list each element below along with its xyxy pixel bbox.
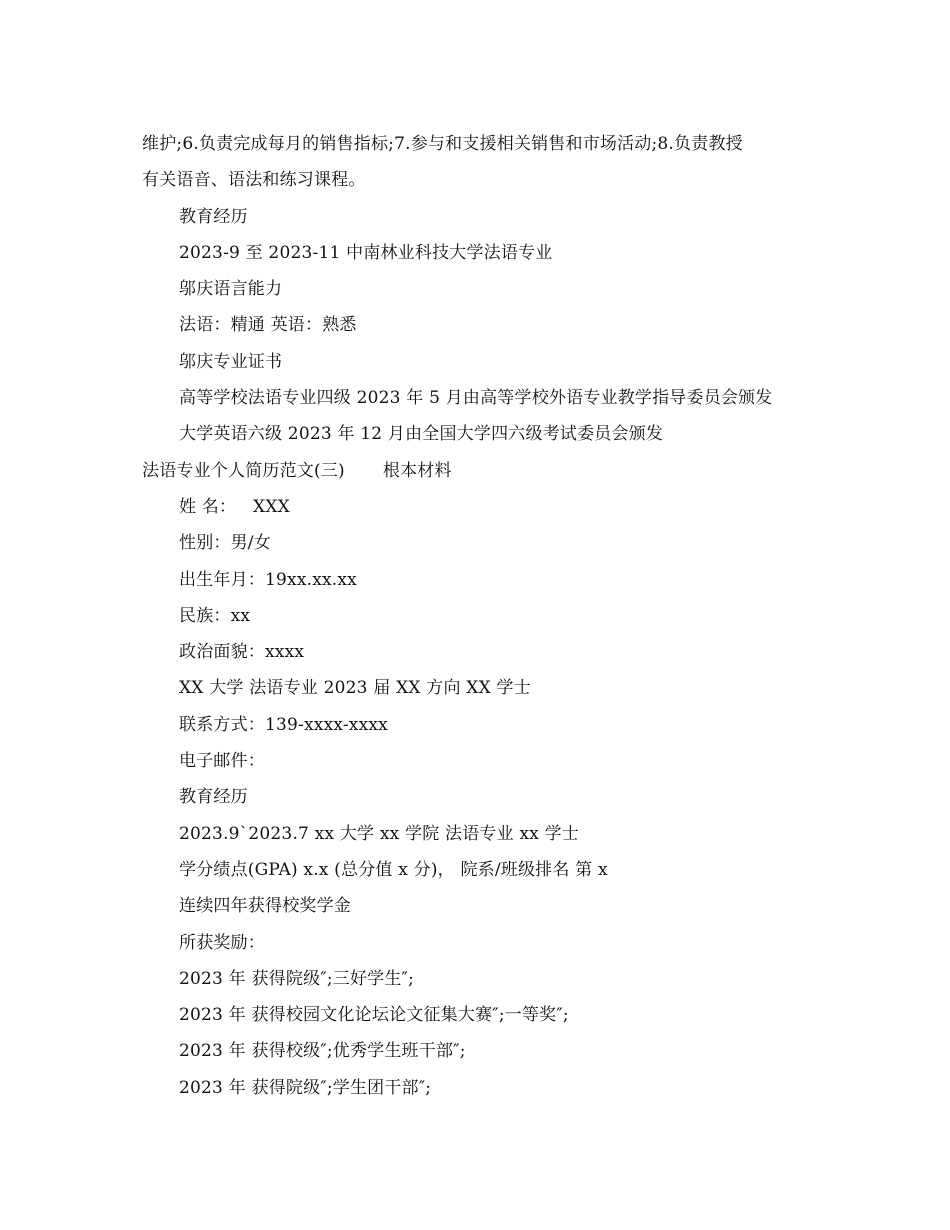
text-line: 高等学校法语专业四级 2023 年 5 月由高等学校外语专业教学指导委员会颁发	[179, 388, 773, 409]
award-item: 2023 年 获得院级″;学生团干部″;	[179, 1077, 432, 1098]
award-item: 2023 年 获得校园文化论坛论文征集大赛″;一等奖″;	[179, 1005, 569, 1026]
document-body	[142, 126, 812, 1106]
resume-line-contact: 联系方式：139-xxxx-xxxx	[179, 714, 388, 735]
resume-line-name: 姓 名： XXX	[179, 496, 290, 517]
resume-line-school: 2023.9`2023.7 xx 大学 xx 学院 法语专业 xx 学士	[179, 823, 580, 844]
text-line: 有关语音、语法和练习课程。	[142, 170, 366, 191]
section-heading-education: 教育经历	[179, 206, 248, 227]
resume-line-gender: 性别：男/女	[179, 533, 271, 554]
section-subtitle: 根本材料	[382, 460, 452, 481]
resume-line-political: 政治面貌：xxxx	[179, 642, 305, 663]
section-heading-language: 邬庆语言能力	[179, 279, 283, 300]
section-heading-certificates: 邬庆专业证书	[179, 351, 283, 372]
resume-heading-education: 教育经历	[179, 787, 248, 808]
text-line: 法语：精通 英语：熟悉	[179, 315, 357, 336]
section-title-line	[142, 453, 812, 489]
text-line: 维护;6.负责完成每月的销售指标;7.参与和支援相关销售和市场活动;8.负责教授	[142, 134, 743, 154]
resume-line-scholarship: 连续四年获得校奖学金	[179, 896, 351, 917]
resume-line-ethnicity: 民族：xx	[179, 605, 251, 626]
award-item: 2023 年 获得院级″;三好学生″;	[179, 968, 415, 989]
section-title: 法语专业个人简历范文(三)	[142, 460, 345, 481]
resume-heading-awards: 所获奖励：	[179, 932, 265, 953]
resume-line-birth: 出生年月：19xx.xx.xx	[179, 569, 357, 590]
award-item: 2023 年 获得校级″;优秀学生班干部″;	[179, 1041, 466, 1062]
resume-line-gpa: 学分绩点(GPA) x.x (总分值 x 分)， 院系/班级排名 第 x	[179, 859, 608, 880]
resume-line-email: 电子邮件：	[179, 751, 265, 772]
text-line: 2023-9 至 2023-11 中南林业科技大学法语专业	[179, 242, 553, 263]
text-line: 大学英语六级 2023 年 12 月由全国大学四六级考试委员会颁发	[179, 424, 664, 445]
resume-line-degree: XX 大学 法语专业 2023 届 XX 方向 XX 学士	[179, 678, 531, 699]
